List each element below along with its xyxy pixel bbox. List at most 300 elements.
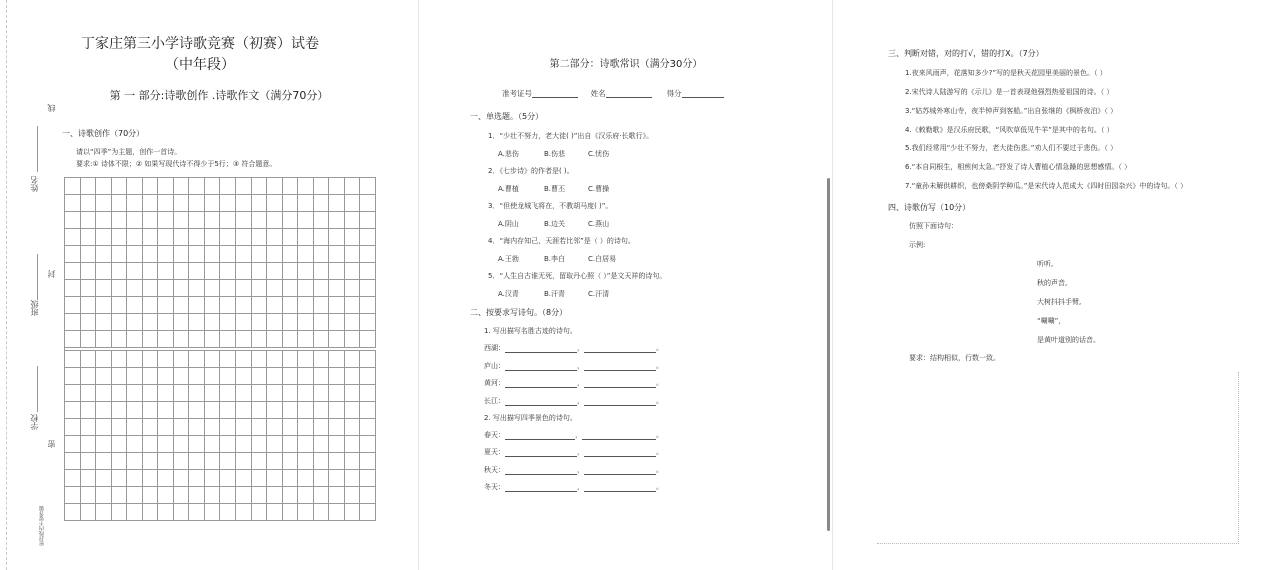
grid-cell[interactable]: [252, 453, 268, 469]
grid-cell[interactable]: [360, 331, 376, 347]
grid-cell[interactable]: [236, 314, 252, 330]
grid-cell[interactable]: [96, 212, 112, 228]
grid-cell[interactable]: [143, 246, 159, 262]
grid-cell[interactable]: [236, 419, 252, 435]
grid-cell[interactable]: [220, 368, 236, 384]
grid-cell[interactable]: [298, 195, 314, 211]
grid-cell[interactable]: [329, 419, 345, 435]
grid-cell[interactable]: [360, 504, 376, 520]
grid-cell[interactable]: [143, 229, 159, 245]
grid-cell[interactable]: [360, 195, 376, 211]
option-c[interactable]: C.曹操: [588, 185, 610, 193]
grid-cell[interactable]: [174, 419, 190, 435]
grid-cell[interactable]: [127, 453, 143, 469]
grid-cell[interactable]: [267, 331, 283, 347]
grid-cell[interactable]: [236, 331, 252, 347]
grid-cell[interactable]: [127, 195, 143, 211]
grid-cell[interactable]: [298, 178, 314, 194]
grid-cell[interactable]: [314, 212, 330, 228]
answer-blank[interactable]: [505, 370, 577, 371]
grid-cell[interactable]: [81, 368, 97, 384]
grid-cell[interactable]: [345, 504, 361, 520]
grid-cell[interactable]: [252, 263, 268, 279]
grid-cell[interactable]: [174, 314, 190, 330]
grid-cell[interactable]: [236, 229, 252, 245]
grid-cell[interactable]: [252, 487, 268, 503]
grid-cell[interactable]: [127, 246, 143, 262]
grid-cell[interactable]: [360, 453, 376, 469]
grid-cell[interactable]: [252, 470, 268, 486]
grid-cell[interactable]: [345, 351, 361, 367]
grid-cell[interactable]: [360, 385, 376, 401]
grid-cell[interactable]: [127, 470, 143, 486]
option-c[interactable]: C.燕山: [588, 220, 610, 228]
grid-cell[interactable]: [252, 195, 268, 211]
grid-cell[interactable]: [314, 368, 330, 384]
grid-cell[interactable]: [81, 229, 97, 245]
grid-cell[interactable]: [96, 280, 112, 296]
grid-cell[interactable]: [81, 297, 97, 313]
grid-cell[interactable]: [127, 229, 143, 245]
grid-cell[interactable]: [360, 263, 376, 279]
grid-cell[interactable]: [189, 402, 205, 418]
grid-cell[interactable]: [112, 351, 128, 367]
grid-cell[interactable]: [189, 280, 205, 296]
grid-cell[interactable]: [283, 178, 299, 194]
grid-cell[interactable]: [65, 331, 81, 347]
grid-cell[interactable]: [267, 351, 283, 367]
grid-cell[interactable]: [96, 263, 112, 279]
grid-cell[interactable]: [236, 263, 252, 279]
answer-blank[interactable]: [505, 491, 577, 492]
grid-cell[interactable]: [112, 195, 128, 211]
grid-cell[interactable]: [205, 436, 221, 452]
grid-cell[interactable]: [112, 212, 128, 228]
grid-cell[interactable]: [360, 178, 376, 194]
grid-cell[interactable]: [267, 297, 283, 313]
grid-cell[interactable]: [236, 453, 252, 469]
grid-cell[interactable]: [65, 314, 81, 330]
grid-cell[interactable]: [174, 351, 190, 367]
grid-cell[interactable]: [314, 504, 330, 520]
grid-cell[interactable]: [345, 385, 361, 401]
grid-cell[interactable]: [127, 314, 143, 330]
grid-cell[interactable]: [329, 436, 345, 452]
grid-cell[interactable]: [174, 280, 190, 296]
grid-cell[interactable]: [96, 178, 112, 194]
writing-grid[interactable]: [64, 177, 376, 521]
grid-cell[interactable]: [205, 419, 221, 435]
grid-cell[interactable]: [267, 212, 283, 228]
grid-cell[interactable]: [174, 436, 190, 452]
grid-cell[interactable]: [252, 351, 268, 367]
grid-cell[interactable]: [174, 195, 190, 211]
option-b[interactable]: B.李白: [544, 255, 566, 263]
grid-cell[interactable]: [189, 453, 205, 469]
grid-cell[interactable]: [158, 297, 174, 313]
grid-cell[interactable]: [298, 504, 314, 520]
grid-cell[interactable]: [329, 351, 345, 367]
grid-cell[interactable]: [127, 331, 143, 347]
option-c[interactable]: C.汗清: [588, 290, 610, 298]
grid-cell[interactable]: [298, 351, 314, 367]
grid-cell[interactable]: [112, 470, 128, 486]
grid-cell[interactable]: [314, 178, 330, 194]
grid-cell[interactable]: [81, 470, 97, 486]
grid-cell[interactable]: [345, 419, 361, 435]
grid-cell[interactable]: [96, 504, 112, 520]
grid-cell[interactable]: [205, 195, 221, 211]
grid-cell[interactable]: [158, 229, 174, 245]
grid-cell[interactable]: [220, 246, 236, 262]
grid-cell[interactable]: [236, 487, 252, 503]
grid-cell[interactable]: [205, 212, 221, 228]
grid-cell[interactable]: [283, 212, 299, 228]
grid-cell[interactable]: [112, 436, 128, 452]
grid-cell[interactable]: [236, 280, 252, 296]
grid-cell[interactable]: [345, 229, 361, 245]
grid-cell[interactable]: [189, 195, 205, 211]
option-c[interactable]: C.忧伤: [588, 150, 610, 158]
grid-cell[interactable]: [329, 453, 345, 469]
grid-cell[interactable]: [283, 436, 299, 452]
grid-cell[interactable]: [283, 331, 299, 347]
grid-cell[interactable]: [252, 419, 268, 435]
name-field[interactable]: [606, 97, 652, 98]
grid-cell[interactable]: [220, 487, 236, 503]
option-a[interactable]: A.悲伤: [498, 150, 519, 158]
grid-cell[interactable]: [345, 470, 361, 486]
grid-cell[interactable]: [360, 297, 376, 313]
grid-cell[interactable]: [81, 351, 97, 367]
grid-cell[interactable]: [267, 419, 283, 435]
grid-cell[interactable]: [81, 385, 97, 401]
grid-cell[interactable]: [158, 351, 174, 367]
grid-cell[interactable]: [283, 470, 299, 486]
grid-cell[interactable]: [329, 195, 345, 211]
grid-cell[interactable]: [96, 470, 112, 486]
grid-cell[interactable]: [65, 504, 81, 520]
grid-cell[interactable]: [314, 229, 330, 245]
grid-cell[interactable]: [143, 504, 159, 520]
grid-cell[interactable]: [252, 504, 268, 520]
grid-cell[interactable]: [158, 178, 174, 194]
grid-cell[interactable]: [345, 212, 361, 228]
grid-cell[interactable]: [112, 246, 128, 262]
grid-cell[interactable]: [174, 402, 190, 418]
grid-cell[interactable]: [143, 470, 159, 486]
grid-cell[interactable]: [189, 263, 205, 279]
grid-cell[interactable]: [360, 487, 376, 503]
grid-cell[interactable]: [143, 178, 159, 194]
grid-cell[interactable]: [314, 297, 330, 313]
vertical-scrollbar[interactable]: [827, 178, 830, 531]
grid-cell[interactable]: [252, 229, 268, 245]
grid-cell[interactable]: [298, 470, 314, 486]
grid-cell[interactable]: [112, 331, 128, 347]
grid-cell[interactable]: [127, 297, 143, 313]
grid-cell[interactable]: [205, 504, 221, 520]
grid-cell[interactable]: [112, 368, 128, 384]
grid-cell[interactable]: [283, 385, 299, 401]
grid-cell[interactable]: [220, 229, 236, 245]
grid-cell[interactable]: [143, 436, 159, 452]
grid-cell[interactable]: [143, 297, 159, 313]
grid-cell[interactable]: [65, 453, 81, 469]
grid-cell[interactable]: [127, 419, 143, 435]
grid-cell[interactable]: [345, 331, 361, 347]
grid-cell[interactable]: [267, 470, 283, 486]
grid-cell[interactable]: [127, 212, 143, 228]
answer-blank[interactable]: [505, 456, 577, 457]
grid-cell[interactable]: [143, 385, 159, 401]
grid-cell[interactable]: [236, 212, 252, 228]
grid-cell[interactable]: [96, 297, 112, 313]
grid-cell[interactable]: [236, 195, 252, 211]
answer-blank[interactable]: [505, 352, 577, 353]
grid-cell[interactable]: [158, 314, 174, 330]
grid-cell[interactable]: [314, 331, 330, 347]
grid-cell[interactable]: [143, 487, 159, 503]
grid-cell[interactable]: [220, 297, 236, 313]
grid-cell[interactable]: [329, 385, 345, 401]
grid-cell[interactable]: [158, 195, 174, 211]
grid-cell[interactable]: [96, 385, 112, 401]
grid-cell[interactable]: [143, 263, 159, 279]
grid-cell[interactable]: [220, 280, 236, 296]
grid-cell[interactable]: [96, 487, 112, 503]
grid-cell[interactable]: [189, 314, 205, 330]
grid-cell[interactable]: [360, 470, 376, 486]
grid-cell[interactable]: [96, 419, 112, 435]
grid-cell[interactable]: [158, 280, 174, 296]
grid-cell[interactable]: [236, 178, 252, 194]
grid-cell[interactable]: [298, 385, 314, 401]
grid-cell[interactable]: [81, 314, 97, 330]
grid-cell[interactable]: [143, 453, 159, 469]
grid-cell[interactable]: [236, 385, 252, 401]
grid-cell[interactable]: [81, 504, 97, 520]
grid-cell[interactable]: [267, 229, 283, 245]
grid-cell[interactable]: [127, 504, 143, 520]
grid-cell[interactable]: [96, 195, 112, 211]
grid-cell[interactable]: [345, 178, 361, 194]
grid-cell[interactable]: [220, 314, 236, 330]
grid-cell[interactable]: [267, 314, 283, 330]
grid-cell[interactable]: [189, 212, 205, 228]
grid-cell[interactable]: [267, 178, 283, 194]
grid-cell[interactable]: [189, 351, 205, 367]
grid-cell[interactable]: [220, 470, 236, 486]
grid-cell[interactable]: [314, 385, 330, 401]
grid-cell[interactable]: [65, 212, 81, 228]
grid-cell[interactable]: [81, 436, 97, 452]
grid-cell[interactable]: [127, 402, 143, 418]
grid-cell[interactable]: [298, 212, 314, 228]
grid-cell[interactable]: [283, 195, 299, 211]
grid-cell[interactable]: [267, 195, 283, 211]
grid-cell[interactable]: [345, 297, 361, 313]
grid-cell[interactable]: [252, 368, 268, 384]
grid-cell[interactable]: [345, 314, 361, 330]
answer-blank[interactable]: [505, 405, 577, 406]
option-a[interactable]: A.王勃: [498, 255, 519, 263]
grid-cell[interactable]: [329, 229, 345, 245]
grid-cell[interactable]: [236, 351, 252, 367]
grid-cell[interactable]: [174, 453, 190, 469]
admission-field[interactable]: [532, 97, 578, 98]
grid-cell[interactable]: [65, 470, 81, 486]
grid-cell[interactable]: [174, 263, 190, 279]
grid-cell[interactable]: [314, 280, 330, 296]
grid-cell[interactable]: [329, 297, 345, 313]
grid-cell[interactable]: [283, 487, 299, 503]
grid-cell[interactable]: [220, 195, 236, 211]
grid-cell[interactable]: [252, 297, 268, 313]
grid-cell[interactable]: [158, 453, 174, 469]
grid-cell[interactable]: [329, 280, 345, 296]
grid-cell[interactable]: [65, 263, 81, 279]
grid-cell[interactable]: [252, 178, 268, 194]
grid-cell[interactable]: [283, 263, 299, 279]
grid-cell[interactable]: [65, 351, 81, 367]
grid-cell[interactable]: [267, 263, 283, 279]
grid-cell[interactable]: [143, 402, 159, 418]
grid-cell[interactable]: [236, 297, 252, 313]
grid-cell[interactable]: [112, 229, 128, 245]
grid-cell[interactable]: [252, 246, 268, 262]
grid-cell[interactable]: [65, 297, 81, 313]
grid-cell[interactable]: [220, 402, 236, 418]
grid-cell[interactable]: [360, 402, 376, 418]
grid-cell[interactable]: [345, 436, 361, 452]
grid-cell[interactable]: [205, 263, 221, 279]
grid-cell[interactable]: [158, 419, 174, 435]
grid-cell[interactable]: [143, 351, 159, 367]
grid-cell[interactable]: [112, 178, 128, 194]
grid-cell[interactable]: [267, 453, 283, 469]
grid-cell[interactable]: [220, 351, 236, 367]
answer-blank[interactable]: [584, 474, 656, 475]
grid-cell[interactable]: [81, 246, 97, 262]
grid-cell[interactable]: [345, 246, 361, 262]
grid-cell[interactable]: [329, 212, 345, 228]
grid-cell[interactable]: [189, 470, 205, 486]
grid-cell[interactable]: [205, 351, 221, 367]
grid-cell[interactable]: [298, 331, 314, 347]
grid-cell[interactable]: [283, 504, 299, 520]
grid-cell[interactable]: [158, 385, 174, 401]
grid-cell[interactable]: [189, 436, 205, 452]
grid-cell[interactable]: [96, 402, 112, 418]
grid-cell[interactable]: [267, 246, 283, 262]
grid-cell[interactable]: [298, 436, 314, 452]
grid-cell[interactable]: [329, 331, 345, 347]
grid-cell[interactable]: [96, 351, 112, 367]
grid-cell[interactable]: [345, 453, 361, 469]
grid-cell[interactable]: [96, 229, 112, 245]
grid-cell[interactable]: [329, 487, 345, 503]
grid-cell[interactable]: [220, 331, 236, 347]
grid-cell[interactable]: [267, 487, 283, 503]
grid-cell[interactable]: [329, 246, 345, 262]
grid-cell[interactable]: [65, 368, 81, 384]
grid-cell[interactable]: [360, 280, 376, 296]
grid-cell[interactable]: [189, 504, 205, 520]
grid-cell[interactable]: [329, 504, 345, 520]
grid-cell[interactable]: [283, 246, 299, 262]
grid-cell[interactable]: [298, 229, 314, 245]
grid-cell[interactable]: [283, 229, 299, 245]
grid-cell[interactable]: [298, 314, 314, 330]
grid-cell[interactable]: [314, 487, 330, 503]
grid-cell[interactable]: [158, 402, 174, 418]
answer-blank[interactable]: [584, 387, 656, 388]
grid-cell[interactable]: [158, 263, 174, 279]
grid-cell[interactable]: [220, 178, 236, 194]
grid-cell[interactable]: [298, 419, 314, 435]
grid-cell[interactable]: [298, 402, 314, 418]
grid-cell[interactable]: [158, 487, 174, 503]
grid-cell[interactable]: [220, 263, 236, 279]
grid-cell[interactable]: [360, 314, 376, 330]
grid-cell[interactable]: [174, 178, 190, 194]
option-a[interactable]: A.汉青: [498, 290, 519, 298]
grid-cell[interactable]: [298, 297, 314, 313]
grid-cell[interactable]: [360, 368, 376, 384]
grid-cell[interactable]: [81, 419, 97, 435]
grid-cell[interactable]: [112, 297, 128, 313]
grid-cell[interactable]: [112, 263, 128, 279]
answer-blank[interactable]: [584, 370, 656, 371]
grid-cell[interactable]: [360, 229, 376, 245]
grid-cell[interactable]: [127, 368, 143, 384]
grid-cell[interactable]: [205, 368, 221, 384]
answer-blank[interactable]: [505, 387, 577, 388]
grid-cell[interactable]: [96, 368, 112, 384]
grid-cell[interactable]: [81, 280, 97, 296]
grid-cell[interactable]: [143, 195, 159, 211]
grid-cell[interactable]: [329, 402, 345, 418]
grid-cell[interactable]: [205, 246, 221, 262]
grid-cell[interactable]: [65, 385, 81, 401]
grid-cell[interactable]: [267, 368, 283, 384]
grid-cell[interactable]: [81, 195, 97, 211]
grid-cell[interactable]: [314, 314, 330, 330]
grid-cell[interactable]: [174, 297, 190, 313]
grid-cell[interactable]: [96, 314, 112, 330]
grid-cell[interactable]: [283, 351, 299, 367]
grid-cell[interactable]: [158, 331, 174, 347]
grid-cell[interactable]: [298, 246, 314, 262]
grid-cell[interactable]: [127, 280, 143, 296]
grid-cell[interactable]: [314, 453, 330, 469]
grid-cell[interactable]: [220, 385, 236, 401]
grid-cell[interactable]: [96, 246, 112, 262]
grid-cell[interactable]: [360, 436, 376, 452]
grid-cell[interactable]: [158, 212, 174, 228]
grid-cell[interactable]: [189, 178, 205, 194]
grid-cell[interactable]: [174, 331, 190, 347]
grid-cell[interactable]: [174, 504, 190, 520]
grid-cell[interactable]: [345, 487, 361, 503]
grid-cell[interactable]: [65, 487, 81, 503]
answer-blank[interactable]: [582, 439, 656, 440]
grid-cell[interactable]: [252, 212, 268, 228]
grid-cell[interactable]: [189, 419, 205, 435]
grid-cell[interactable]: [143, 314, 159, 330]
grid-cell[interactable]: [360, 419, 376, 435]
